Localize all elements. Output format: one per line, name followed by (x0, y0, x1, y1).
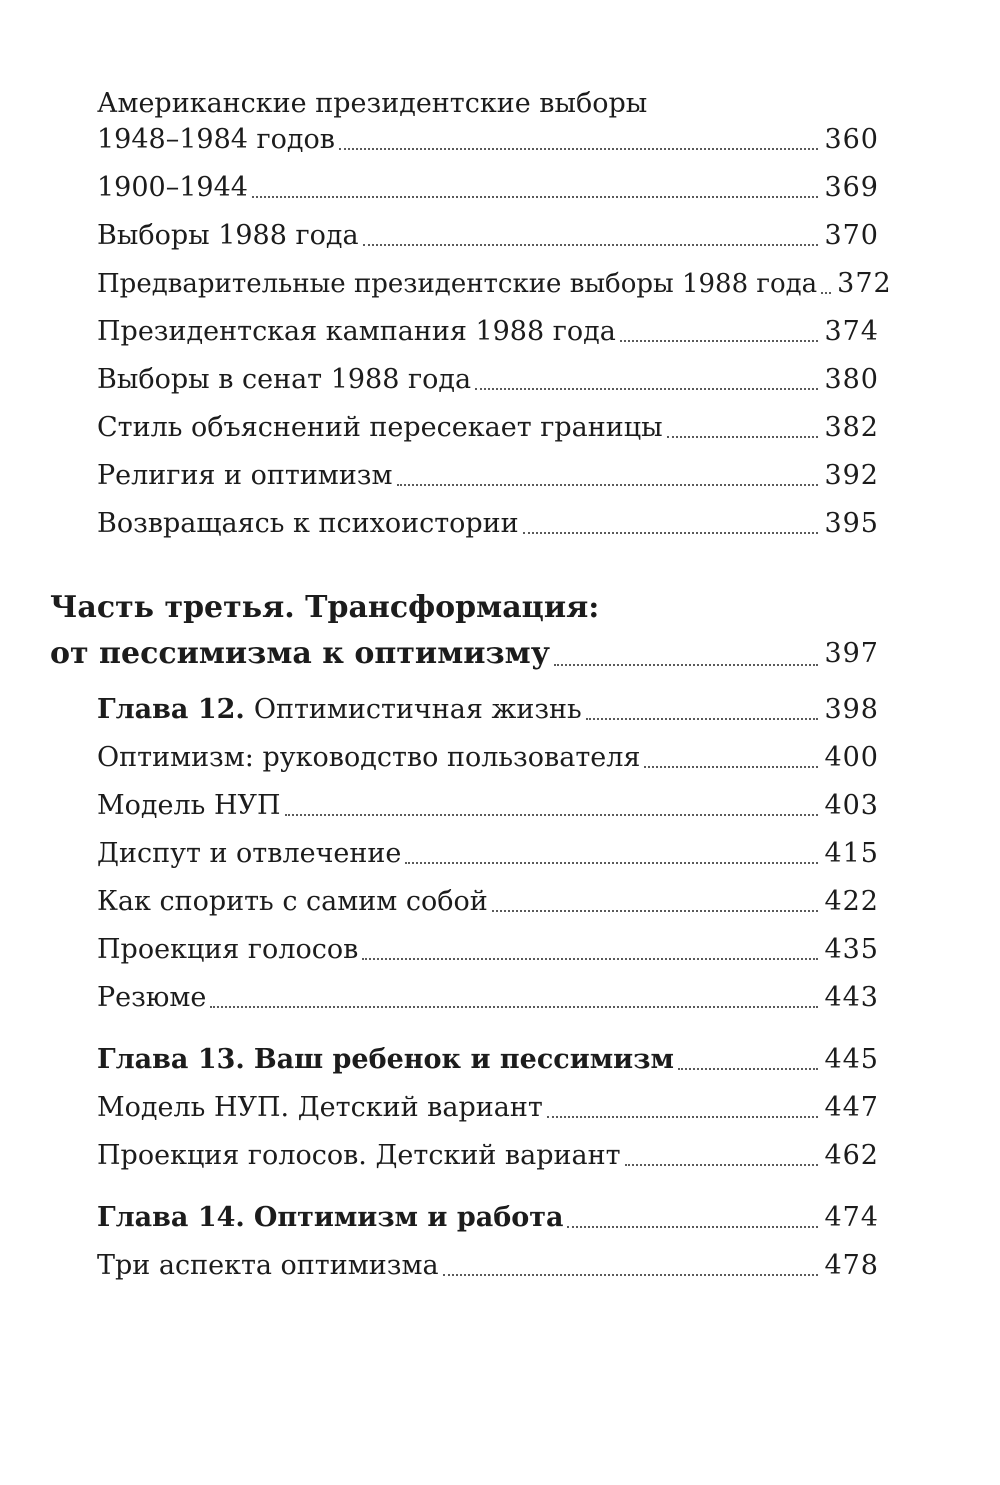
toc-entry-title: Президентская кампания 1988 года (97, 316, 616, 347)
dot-leader (554, 664, 819, 666)
toc-entry-title: Стиль объяснений пересекает границы (97, 412, 663, 443)
toc-entry-title: Три аспекта оптимизма (97, 1250, 439, 1281)
toc-entry[interactable] (97, 834, 879, 874)
toc-page-number: 372 (837, 268, 892, 299)
part-entry[interactable] (50, 632, 879, 676)
toc-page-number: 380 (824, 364, 879, 395)
dot-leader (397, 484, 819, 486)
toc-page-number: 397 (824, 638, 879, 669)
toc-entry-title: Модель НУП (97, 790, 281, 821)
dot-leader (339, 148, 818, 150)
dot-leader (252, 196, 819, 198)
toc-entry[interactable] (97, 360, 879, 400)
dot-leader (620, 340, 819, 342)
dot-leader (443, 1274, 819, 1276)
toc-entry[interactable] (97, 930, 879, 970)
dot-leader (625, 1164, 819, 1166)
toc-page-number: 403 (824, 790, 879, 821)
chapter-title: Оптимизм и работа (253, 1202, 564, 1233)
toc-page-number: 435 (824, 934, 879, 965)
toc-entry[interactable] (97, 1088, 879, 1128)
toc-entry-title: Как спорить с самим собой (97, 886, 488, 917)
toc-entry-title: Оптимизм: руководство пользователя (97, 742, 641, 773)
toc-page-number: 400 (824, 742, 879, 773)
dot-leader (644, 766, 818, 768)
toc-entry-title: Религия и оптимизм (97, 460, 393, 491)
toc-entry-title: Предварительные президентские выборы 1988 года (97, 269, 818, 299)
toc-page-number: 360 (824, 124, 879, 155)
toc-page-number: 474 (824, 1202, 879, 1233)
toc-entry[interactable] (97, 738, 879, 778)
toc-entry-title: Модель НУП. Детский вариант (97, 1092, 543, 1123)
dot-leader (567, 1226, 818, 1228)
toc-entry-title-line1: Американские президентские выборы (97, 88, 648, 119)
toc-entry[interactable] (97, 786, 879, 826)
toc-page-number: 462 (824, 1140, 879, 1171)
chapter-label: Глава 12. (97, 694, 245, 725)
dot-leader (678, 1068, 819, 1070)
toc-entry-title: Проекция голосов. Детский вариант (97, 1140, 621, 1171)
toc-page-number: 370 (824, 220, 879, 251)
toc-page-number: 398 (824, 694, 879, 725)
dot-leader (547, 1116, 819, 1118)
chapter-label: Глава 14. (97, 1202, 245, 1233)
chapter-title: Ваш ребенок и пессимизм (253, 1044, 674, 1075)
dot-leader (285, 814, 819, 816)
toc-entry-title: Выборы 1988 года (97, 220, 359, 251)
toc-entry-title: Выборы в сенат 1988 года (97, 364, 472, 395)
toc-entry[interactable] (97, 1246, 879, 1286)
toc-entry[interactable] (97, 216, 879, 256)
toc-entry[interactable] (97, 978, 879, 1018)
toc-entry-title: 1948–1984 годов (97, 124, 335, 155)
chapter-14-entry[interactable] (97, 1198, 879, 1238)
dot-leader (492, 910, 819, 912)
toc-entry[interactable] (97, 408, 879, 448)
dot-leader (821, 292, 831, 294)
dot-leader (586, 718, 819, 720)
toc-entry[interactable] (97, 120, 879, 160)
part-title-line1: Часть третья. Трансформация: (50, 590, 600, 625)
toc-entry[interactable] (97, 882, 879, 922)
chapter-12-entry[interactable] (97, 690, 879, 730)
toc-entry-title: Возвращаясь к психоистории (97, 508, 519, 539)
toc-page-number: 374 (824, 316, 879, 347)
toc-entry[interactable] (97, 1136, 879, 1176)
toc-page-number: 445 (824, 1044, 879, 1075)
dot-leader (210, 1006, 818, 1008)
toc-page-number: 382 (824, 412, 879, 443)
toc-page-number: 443 (824, 982, 879, 1013)
toc-page-number: 447 (824, 1092, 879, 1123)
dot-leader (362, 958, 818, 960)
toc-entry-title: Резюме (97, 982, 207, 1013)
toc-entry[interactable] (97, 504, 879, 544)
toc-entry[interactable] (97, 264, 892, 304)
toc-entry[interactable] (97, 456, 879, 496)
dot-leader (405, 862, 818, 864)
part-title-line2: от пессимизма к оптимизму (50, 636, 550, 671)
toc-page-number: 369 (824, 172, 879, 203)
dot-leader (667, 436, 819, 438)
dot-leader (475, 388, 818, 390)
chapter-title: Оптимистичная жизнь (253, 694, 582, 725)
toc-page-number: 392 (824, 460, 879, 491)
toc-page-number: 478 (824, 1250, 879, 1281)
toc-entry-title: Диспут и отвлечение (97, 838, 402, 869)
toc-entry[interactable] (97, 312, 879, 352)
dot-leader (363, 244, 819, 246)
dot-leader (523, 532, 819, 534)
toc-page-number: 395 (824, 508, 879, 539)
toc-page-number: 415 (824, 838, 879, 869)
chapter-13-entry[interactable] (97, 1040, 879, 1080)
toc-entry-title: 1900–1944 (97, 172, 248, 203)
toc-entry[interactable] (97, 168, 879, 208)
toc-page-number: 422 (824, 886, 879, 917)
chapter-label: Глава 13. (97, 1044, 245, 1075)
toc-entry-title: Проекция голосов (97, 934, 359, 965)
